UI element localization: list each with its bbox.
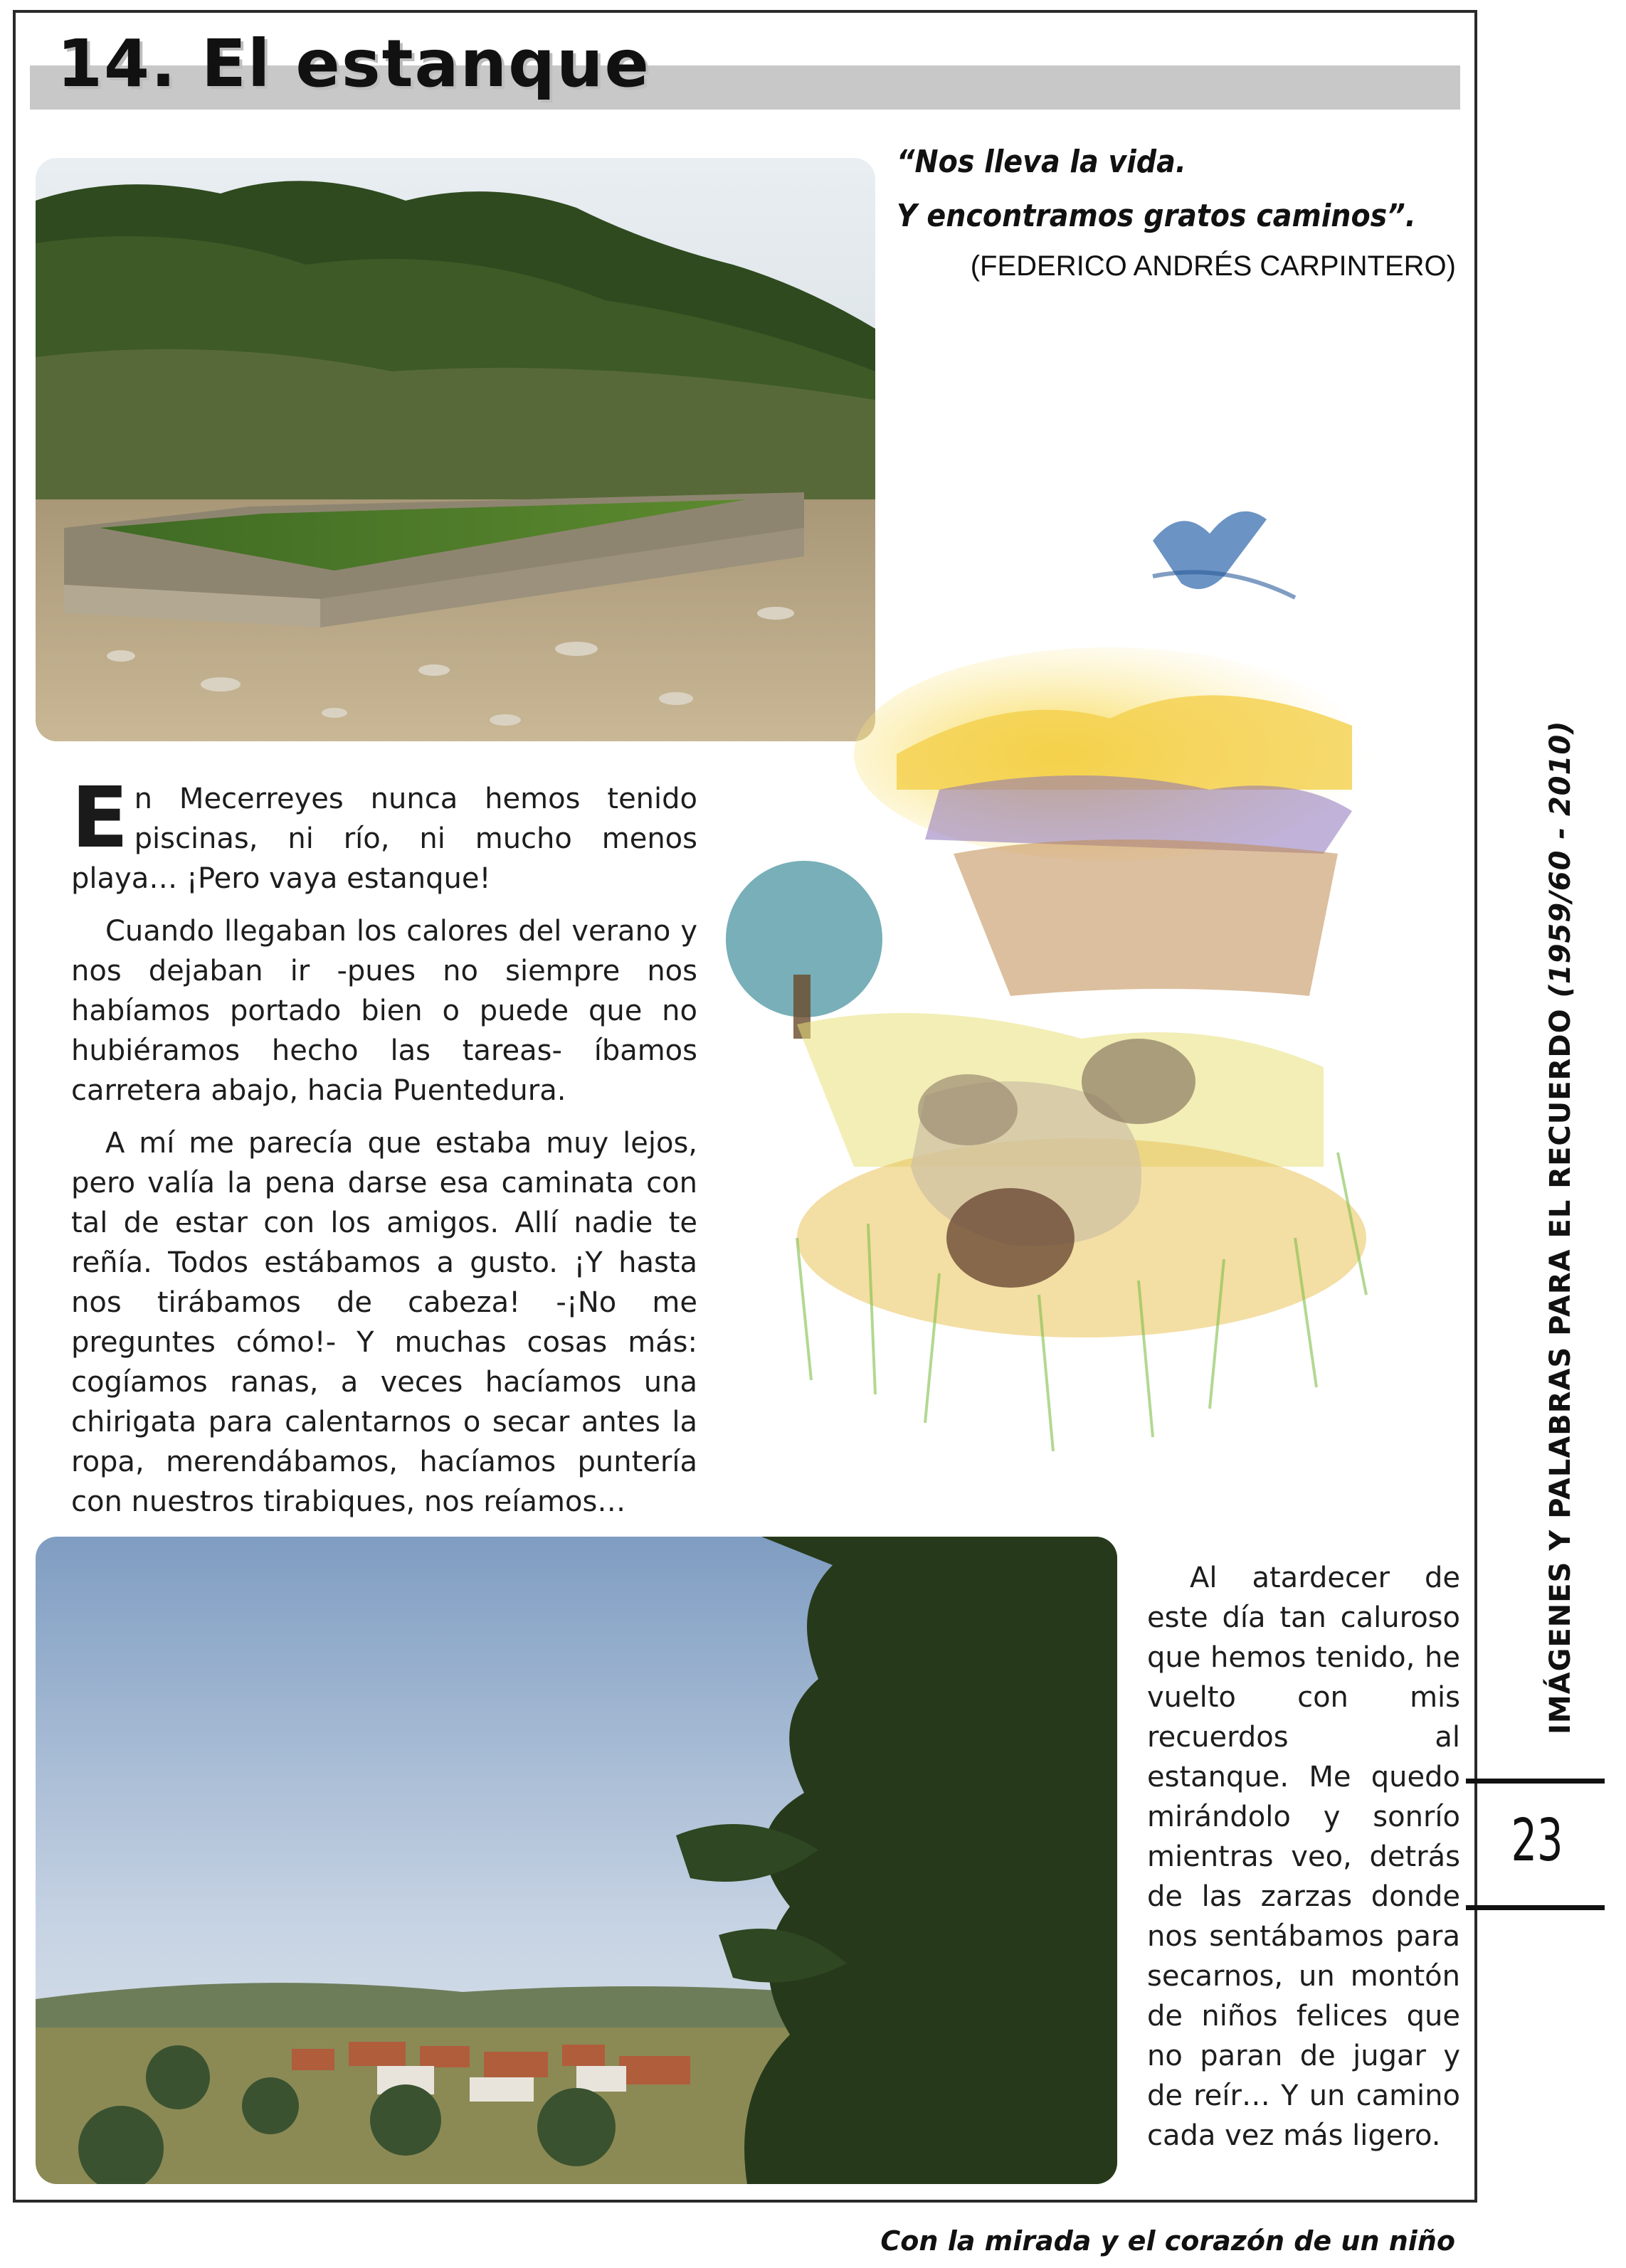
paragraph-1 — [71, 768, 697, 899]
crayon-drawing — [712, 455, 1452, 1508]
page-title: 14. El estanque — [57, 26, 650, 102]
drop-cap: E — [71, 768, 129, 867]
book-title-vertical — [1530, 720, 1587, 1743]
epigraph — [897, 135, 1459, 282]
village-photo — [36, 1537, 1117, 2184]
paragraph-2: Cuando llegaban los calores del verano y nos dejaban ir -pues no siempre nos habíamos portado bien o puede que no hubiéramos hecho las tareas- íbamos carretera abajo, hacia Puentedura. — [71, 915, 697, 1107]
page-number: 23 — [1511, 1807, 1563, 1875]
page-number-rule-bottom — [1466, 1905, 1605, 1910]
paragraph-3: A mí me parecía que estaba muy lejos, pero valía la pena darse esa caminata con tal de estar con los amigos. Allí nadie te reñía. Todos estábamos a gusto. ¡Y hasta nos tirábamos de cabeza! -¡No me preguntes cómo!- Y muchas cosas más: cogíamos ranas, a veces hacíamos una chirigata para calentarnos o secar antes la ropa, merendábamos, hacíamos puntería con nuestros tirabiques, nos reíamos… — [71, 1127, 697, 1518]
book-years: (1959/60 - 2010) — [1544, 720, 1577, 998]
book-title-line — [1544, 721, 1577, 1734]
closing-text: Al atardecer de este día tan caluroso que hemos tenido, he vuelto con mis recuerdos al estanque. Me quedo mirándolo y sonrío mientras veo, detrás de las zarzas donde nos sentábamos para secarnos, un montón de niños felices que no paran de jugar y de reír… Y un camino cada vez más ligero. — [1147, 1562, 1460, 2152]
article-body — [71, 768, 697, 1535]
page-number-rule-top — [1466, 1779, 1605, 1784]
paragraph-1-text: n Mecerreyes nunca hemos tenido piscinas, ni río, ni mucho menos playa… ¡Pero vaya estanque! — [71, 783, 697, 895]
quote-line-1: “Nos lleva la vida. — [897, 144, 1186, 180]
footer-text: Con la mirada y el corazón de un niño — [880, 2225, 1455, 2257]
closing-paragraph — [1147, 1558, 1460, 2156]
book-title: IMÁGENES Y PALABRAS PARA EL RECUERDO — [1544, 1008, 1577, 1734]
quote-line-2: Y encontramos gratos caminos”. — [897, 198, 1416, 234]
quote-author: (FEDERICO ANDRÉS CARPINTERO) — [970, 250, 1456, 282]
